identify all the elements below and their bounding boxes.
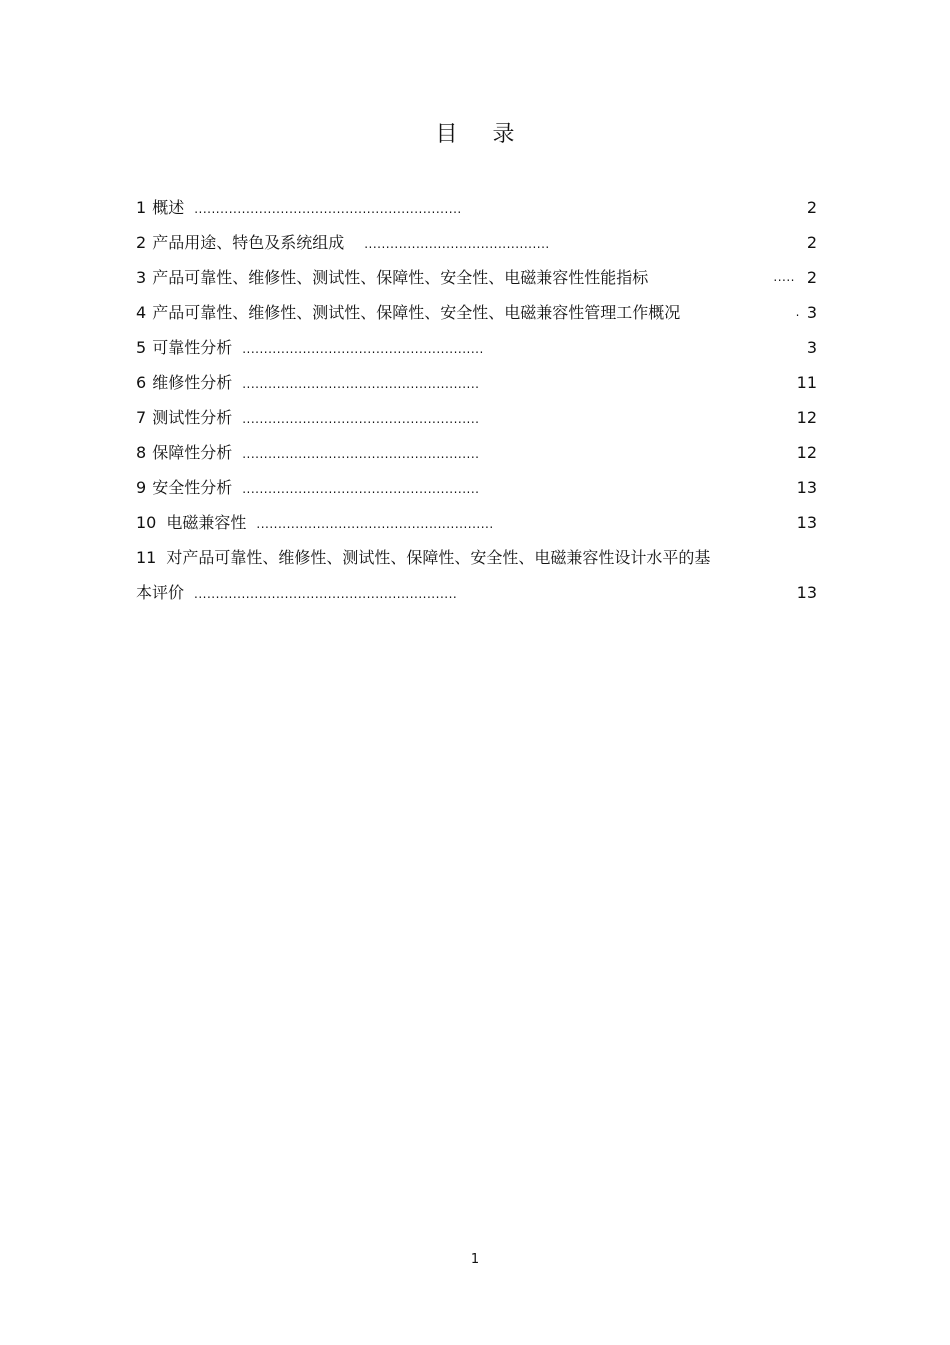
toc-entry-5[interactable] [136, 330, 817, 365]
toc-entry-title: 产品可靠性、维修性、测试性、保障性、安全性、电磁兼容性性能指标 [152, 268, 649, 287]
toc-entry-page: 2 [806, 233, 817, 252]
toc-entry-number: 8 [136, 443, 147, 462]
toc-entry-4[interactable] [136, 295, 817, 330]
page-number: 1 [470, 1252, 480, 1267]
toc-entry-9[interactable] [136, 470, 817, 505]
toc-entry-page: 12 [796, 408, 817, 427]
toc-entry-leader: ..... [773, 270, 795, 284]
toc-entry-number: 7 [136, 408, 147, 427]
toc-entry-2[interactable] [136, 225, 817, 260]
toc-entry-title: 维修性分析 [152, 373, 233, 392]
toc-entry-title: 电磁兼容性 [166, 513, 247, 532]
toc-entry-number: 9 [136, 478, 147, 497]
toc-entry-page: 3 [806, 338, 817, 357]
toc-entry-number: 1 [136, 198, 147, 217]
toc-entry-number: 5 [136, 338, 147, 357]
toc-entry-leader: .............................................................. [194, 202, 462, 216]
toc-entry-page: 2 [806, 198, 817, 217]
toc-entry-page: 12 [796, 443, 817, 462]
toc-entry-title: 安全性分析 [152, 478, 233, 497]
toc-entry-number: 6 [136, 373, 147, 392]
toc-entry-leader: ........................................... [364, 237, 550, 251]
toc-entry-1[interactable] [136, 190, 817, 225]
toc-entry-6[interactable] [136, 365, 817, 400]
toc-entry-leader: ....................................................... [242, 377, 480, 391]
toc-entry-7[interactable] [136, 400, 817, 435]
toc-entry-leader: ............................................................. [194, 587, 458, 601]
toc-entry-3[interactable] [136, 260, 817, 295]
toc-entry-page: 13 [796, 583, 817, 602]
toc-entry-number: 2 [136, 233, 147, 252]
toc-entry-11[interactable] [136, 540, 817, 610]
toc-entry-page: 11 [796, 373, 817, 392]
toc-entry-number: 10 [136, 513, 157, 532]
toc-entry-title: 可靠性分析 [152, 338, 233, 357]
toc-entry-leader: ....................................................... [242, 447, 480, 461]
toc-entry-page: 2 [806, 268, 817, 287]
toc-entry-title: 保障性分析 [152, 443, 233, 462]
toc-entry-title: 产品用途、特色及系统组成 [152, 233, 345, 252]
toc-entry-line [136, 575, 817, 610]
toc-entry-number: 11 [136, 548, 157, 567]
toc-entry-line [136, 540, 817, 575]
toc-entry-leader: ....................................................... [242, 412, 480, 426]
toc-entry-title: 概述 [152, 198, 185, 217]
toc-entry-number: 3 [136, 268, 147, 287]
toc-entry-page: 3 [806, 303, 817, 322]
toc-entry-title-continued: 本评价 [136, 583, 185, 602]
toc-entry-leader: ........................................................ [242, 342, 484, 356]
toc-entry-leader: . [795, 305, 800, 319]
page-title: 目 录 [435, 122, 529, 147]
table-of-contents [136, 190, 817, 610]
toc-entry-title: 测试性分析 [152, 408, 233, 427]
toc-entry-title: 产品可靠性、维修性、测试性、保障性、安全性、电磁兼容性管理工作概况 [152, 303, 681, 322]
toc-entry-title: 对产品可靠性、维修性、测试性、保障性、安全性、电磁兼容性设计水平的基 [166, 548, 711, 567]
toc-entry-8[interactable] [136, 435, 817, 470]
toc-entry-leader: ....................................................... [256, 517, 494, 531]
toc-entry-number: 4 [136, 303, 147, 322]
toc-entry-leader: ....................................................... [242, 482, 480, 496]
toc-entry-page: 13 [796, 513, 817, 532]
toc-entry-10[interactable] [136, 505, 817, 540]
toc-entry-page: 13 [796, 478, 817, 497]
